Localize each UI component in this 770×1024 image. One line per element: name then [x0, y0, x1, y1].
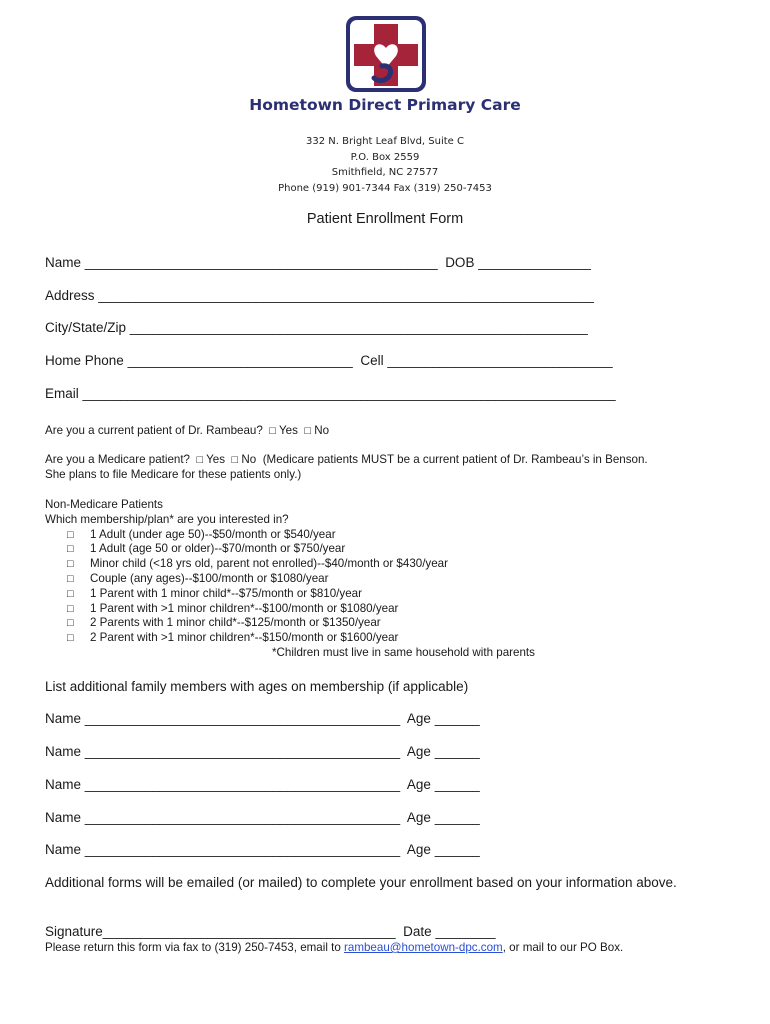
email-field[interactable]: _______________________________________________________________________: [82, 386, 616, 401]
phone-row: [45, 353, 613, 368]
family-age-label: Age: [406, 777, 431, 792]
name-label: Name: [45, 255, 82, 270]
cell-label: Cell: [360, 353, 384, 368]
medicare-text: Are you a Medicare patient?: [45, 453, 191, 466]
medicare-no-label: No: [241, 453, 257, 466]
family-member-row: [45, 842, 480, 857]
plan-checkbox[interactable]: □: [67, 602, 74, 615]
current-patient-no-label: No: [314, 424, 330, 437]
medicare-yes-checkbox[interactable]: □: [196, 454, 204, 466]
plan-option[interactable]: [45, 631, 535, 646]
cell-field[interactable]: ______________________________: [387, 353, 613, 368]
family-member-row: [45, 744, 480, 759]
plan-label: 1 Adult (age 50 or older)--$70/month or $750/year: [90, 542, 346, 556]
plan-option[interactable]: [45, 572, 535, 587]
family-name-field[interactable]: __________________________________________: [84, 744, 401, 759]
address-line: P.O. Box 2559: [350, 151, 420, 163]
signature-row: [45, 924, 496, 939]
address-label: Address: [45, 288, 95, 303]
address-line: 332 N. Bright Leaf Blvd, Suite C: [306, 136, 464, 147]
plan-option[interactable]: [45, 616, 535, 631]
name-field[interactable]: _______________________________________________: [84, 255, 438, 270]
family-age-field[interactable]: ______: [434, 744, 480, 759]
return-suffix: , or mail to our PO Box.: [502, 941, 624, 954]
medicare-question: [45, 453, 648, 468]
current-patient-yes-checkbox[interactable]: □: [269, 425, 276, 437]
current-patient-yes-label: Yes: [278, 424, 298, 437]
plan-checkbox[interactable]: □: [67, 528, 74, 541]
plan-checkbox[interactable]: □: [67, 587, 74, 600]
family-member-row: [45, 777, 480, 792]
current-patient-question: [45, 424, 329, 439]
date-label: Date: [403, 924, 432, 939]
family-heading: List additional family members with ages on membership (if applicable): [45, 679, 469, 694]
family-name-label: Name: [45, 810, 82, 825]
medicare-note: (Medicare patients MUST be a current patient of Dr. Rambeau’s in Benson.: [262, 453, 648, 466]
city-field[interactable]: _____________________________________________________________: [129, 320, 588, 335]
plan-label: Minor child (<18 yrs old, parent not enrolled)--$40/month or $430/year: [90, 557, 448, 571]
plan-option[interactable]: [45, 557, 535, 572]
plan-option[interactable]: [45, 528, 535, 543]
home-phone-label: Home Phone: [45, 353, 124, 368]
family-age-label: Age: [406, 842, 431, 857]
city-label: City/State/Zip: [45, 320, 127, 335]
plan-label: 1 Parent with 1 minor child*--$75/month or $810/year: [90, 586, 362, 600]
plan-label: 1 Parent with >1 minor children*--$100/month or $1080/year: [90, 601, 399, 615]
address-line: Phone (919) 901-7344 Fax (319) 250-7453: [278, 182, 492, 194]
current-patient-text: Are you a current patient of Dr. Rambeau?: [45, 424, 263, 437]
plans-question: Which membership/plan* are you interested in?: [45, 512, 289, 526]
date-field[interactable]: ________: [435, 924, 496, 939]
clinic-address: [0, 134, 770, 196]
plan-option[interactable]: [45, 542, 535, 557]
plan-checkbox[interactable]: □: [67, 572, 74, 585]
plan-checkbox[interactable]: □: [67, 632, 74, 645]
email-label: Email: [45, 386, 79, 401]
signature-label: Signature: [45, 924, 103, 939]
family-name-label: Name: [45, 842, 82, 857]
current-patient-no-checkbox[interactable]: □: [304, 425, 311, 437]
membership-plans: [45, 498, 535, 661]
name-dob-row: [45, 255, 591, 270]
plans-footnote: *Children must live in same household with parents: [272, 645, 535, 659]
additional-forms-note: Additional forms will be emailed (or mailed) to complete your enrollment based on your information above.: [45, 875, 677, 890]
city-row: [45, 320, 588, 335]
family-age-label: Age: [406, 711, 431, 726]
hometown-dpc-logo: [344, 14, 428, 94]
family-age-label: Age: [406, 744, 431, 759]
plan-option[interactable]: [45, 587, 535, 602]
family-age-label: Age: [406, 810, 431, 825]
dob-label: DOB: [445, 255, 475, 270]
address-line: Smithfield, NC 27577: [331, 167, 439, 179]
family-age-field[interactable]: ______: [434, 842, 480, 857]
family-name-field[interactable]: __________________________________________: [84, 777, 401, 792]
family-member-row: [45, 810, 480, 825]
address-row: [45, 288, 594, 303]
family-age-field[interactable]: ______: [434, 777, 480, 792]
plan-option[interactable]: [45, 602, 535, 617]
plan-label: 2 Parent with >1 minor children*--$150/month or $1600/year: [90, 631, 399, 645]
plan-label: Couple (any ages)--$100/month or $1080/year: [90, 571, 329, 585]
return-prefix: Please return this form via fax to (319) 250-7453, email to: [45, 941, 345, 954]
address-field[interactable]: __________________________________________________________________: [98, 288, 594, 303]
family-name-field[interactable]: __________________________________________: [84, 842, 401, 857]
plan-checkbox[interactable]: □: [67, 558, 74, 571]
medicare-note-line-2: She plans to file Medicare for these patients only.): [45, 468, 302, 481]
home-phone-field[interactable]: ______________________________: [127, 353, 353, 368]
plan-checkbox[interactable]: □: [67, 543, 74, 556]
email-row: [45, 386, 616, 401]
family-name-label: Name: [45, 777, 82, 792]
dob-field[interactable]: _______________: [478, 255, 591, 270]
form-title: Patient Enrollment Form: [306, 211, 464, 227]
family-member-row: [45, 711, 480, 726]
medicare-no-checkbox[interactable]: □: [231, 454, 239, 466]
brand-name: Hometown Direct Primary Care: [249, 96, 521, 114]
email-link[interactable]: rambeau@hometown-dpc.com: [344, 941, 503, 954]
plan-label: 1 Adult (under age 50)--$50/month or $540/year: [90, 527, 336, 541]
family-name-label: Name: [45, 711, 82, 726]
family-age-field[interactable]: ______: [434, 810, 480, 825]
signature-field[interactable]: _______________________________________: [102, 924, 396, 939]
family-name-label: Name: [45, 744, 82, 759]
plan-label: 2 Parents with 1 minor child*--$125/month or $1350/year: [90, 616, 381, 630]
family-age-field[interactable]: ______: [434, 711, 480, 726]
plans-heading: Non-Medicare Patients: [45, 498, 163, 511]
return-instructions: [45, 941, 623, 956]
family-name-field[interactable]: __________________________________________: [84, 711, 401, 726]
plan-checkbox[interactable]: □: [67, 617, 74, 630]
family-name-field[interactable]: __________________________________________: [84, 810, 401, 825]
medicare-yes-label: Yes: [206, 453, 226, 466]
